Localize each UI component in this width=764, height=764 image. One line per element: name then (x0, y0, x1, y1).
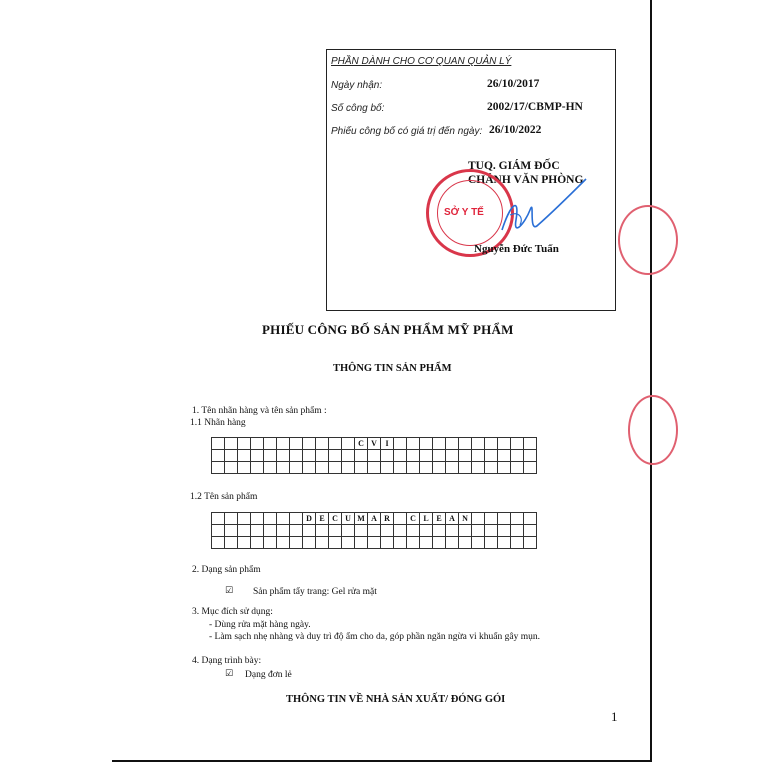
grid-cell (264, 450, 277, 462)
grid-cell (238, 537, 251, 549)
grid-cell (459, 438, 472, 450)
grid-cell (212, 525, 225, 537)
grid-cell: U (342, 513, 355, 525)
grid-cell (407, 462, 420, 474)
grid-cell (394, 450, 407, 462)
grid-cell (524, 438, 537, 450)
grid-cell (225, 438, 238, 450)
grid-cell (355, 525, 368, 537)
received-value: 26/10/2017 (487, 78, 540, 90)
grid-cell (251, 438, 264, 450)
grid-cell: A (368, 513, 381, 525)
grid-cell (277, 537, 290, 549)
grid-cell (485, 525, 498, 537)
sign-title-1: TUQ. GIÁM ĐỐC (468, 160, 560, 172)
grid-cell (498, 513, 511, 525)
grid-cell (511, 438, 524, 450)
grid-cell (303, 537, 316, 549)
grid-cell (238, 525, 251, 537)
grid-cell (485, 513, 498, 525)
grid-cell (407, 525, 420, 537)
grid-cell: C (407, 513, 420, 525)
item-2-value: Sản phẩm tẩy trang: Gel rửa mặt (253, 587, 377, 597)
number-label: Số công bố: (331, 103, 385, 114)
grid-cell (472, 537, 485, 549)
grid-cell (446, 450, 459, 462)
grid-cell (446, 462, 459, 474)
grid-cell (290, 537, 303, 549)
grid-cell (355, 462, 368, 474)
grid-cell (264, 537, 277, 549)
grid-cell: A (446, 513, 459, 525)
grid-cell (329, 537, 342, 549)
grid-cell (303, 462, 316, 474)
grid-cell: I (381, 438, 394, 450)
grid-cell (251, 462, 264, 474)
grid-cell (342, 537, 355, 549)
grid-cell (446, 525, 459, 537)
grid-cell (212, 462, 225, 474)
grid-cell (238, 513, 251, 525)
grid-cell (329, 438, 342, 450)
grid-cell (407, 537, 420, 549)
valid-label: Phiếu công bố có giá trị đến ngày: (331, 126, 483, 137)
grid-cell (316, 462, 329, 474)
grid-cell (511, 513, 524, 525)
grid-cell (459, 462, 472, 474)
grid-cell (238, 462, 251, 474)
seal-text: SỞ Y TẾ (444, 207, 484, 218)
grid-cell (225, 450, 238, 462)
grid-cell (316, 525, 329, 537)
grid-cell (277, 525, 290, 537)
grid-cell (238, 438, 251, 450)
edge-stamp-mid (628, 395, 678, 465)
grid-cell (433, 450, 446, 462)
grid-cell (433, 537, 446, 549)
grid-cell (212, 513, 225, 525)
grid-cell (485, 450, 498, 462)
item-1-1-label: 1.1 Nhãn hàng (190, 418, 246, 428)
received-label: Ngày nhận: (331, 80, 383, 91)
grid-cell (303, 438, 316, 450)
grid-cell (524, 537, 537, 549)
grid-cell (485, 462, 498, 474)
grid-cell (433, 462, 446, 474)
item-1-2-label: 1.2 Tên sản phẩm (190, 492, 258, 502)
number-value: 2002/17/CBMP-HN (487, 101, 583, 113)
grid-cell (407, 438, 420, 450)
grid-cell (498, 450, 511, 462)
grid-cell (420, 525, 433, 537)
grid-cell (446, 537, 459, 549)
grid-cell (524, 450, 537, 462)
checkbox-icon: ☑ (225, 586, 234, 596)
grid-cell: C (329, 513, 342, 525)
section-manufacturer-info: THÔNG TIN VỀ NHÀ SẢN XUẤT/ ĐÓNG GÓI (286, 694, 506, 705)
grid-cell: N (459, 513, 472, 525)
page-number: 1 (611, 709, 618, 724)
grid-cell (368, 462, 381, 474)
grid-cell (342, 450, 355, 462)
grid-cell (264, 438, 277, 450)
signer-name: Nguyễn Đức Tuấn (474, 243, 559, 255)
grid-cell (511, 450, 524, 462)
grid-cell (277, 462, 290, 474)
grid-cell (264, 462, 277, 474)
grid-cell (290, 438, 303, 450)
grid-cell (290, 525, 303, 537)
grid-cell (420, 450, 433, 462)
grid-cell (472, 450, 485, 462)
grid-cell (277, 450, 290, 462)
grid-cell (381, 525, 394, 537)
grid-cell (212, 537, 225, 549)
grid-cell (225, 537, 238, 549)
edge-stamp-top (618, 205, 678, 275)
sign-title-2: CHÁNH VĂN PHÒNG (468, 174, 584, 186)
grid-cell: L (420, 513, 433, 525)
grid-cell (355, 537, 368, 549)
section-product-info: THÔNG TIN SẢN PHẨM (333, 363, 452, 374)
grid-cell: C (355, 438, 368, 450)
grid-cell (316, 438, 329, 450)
grid-cell (472, 513, 485, 525)
grid-cell (368, 450, 381, 462)
item-3-line-1: - Dùng rửa mặt hàng ngày. (209, 620, 311, 630)
item-3-line-2: - Làm sạch nhẹ nhàng và duy trì độ ẩm cho da, góp phần ngăn ngừa vi khuẩn gây mụn. (209, 632, 540, 642)
product-name-grid (211, 512, 537, 549)
grid-cell (420, 537, 433, 549)
grid-cell (225, 513, 238, 525)
grid-cell (394, 462, 407, 474)
grid-cell (251, 513, 264, 525)
item-4-label: 4. Dạng trình bày: (192, 656, 262, 666)
grid-cell (511, 537, 524, 549)
grid-cell (472, 438, 485, 450)
grid-cell (511, 462, 524, 474)
grid-cell (498, 537, 511, 549)
checkbox-icon: ☑ (225, 669, 234, 679)
grid-cell (485, 537, 498, 549)
grid-cell (277, 513, 290, 525)
grid-cell (355, 450, 368, 462)
grid-cell (420, 462, 433, 474)
document-title: PHIẾU CÔNG BỐ SẢN PHẨM MỸ PHẨM (262, 322, 514, 337)
grid-cell (511, 525, 524, 537)
grid-cell (459, 450, 472, 462)
grid-cell (524, 462, 537, 474)
grid-cell (485, 438, 498, 450)
grid-cell (329, 462, 342, 474)
grid-cell: R (381, 513, 394, 525)
grid-cell (498, 462, 511, 474)
valid-value: 26/10/2022 (489, 124, 542, 136)
grid-cell (329, 450, 342, 462)
grid-cell (290, 513, 303, 525)
item-4-value: Dạng đơn lẻ (245, 670, 292, 680)
grid-cell (290, 450, 303, 462)
grid-cell (446, 438, 459, 450)
item-1-label: 1. Tên nhãn hàng và tên sản phẩm : (192, 406, 327, 416)
grid-cell (472, 462, 485, 474)
grid-cell (394, 537, 407, 549)
admin-header: PHẦN DÀNH CHO CƠ QUAN QUẢN LÝ (331, 56, 512, 67)
grid-cell (329, 525, 342, 537)
grid-cell (498, 525, 511, 537)
grid-cell (264, 513, 277, 525)
grid-cell (420, 438, 433, 450)
grid-cell (381, 537, 394, 549)
grid-cell (303, 525, 316, 537)
grid-cell (407, 450, 420, 462)
grid-cell: V (368, 438, 381, 450)
grid-cell (394, 513, 407, 525)
grid-cell (498, 438, 511, 450)
grid-cell (212, 438, 225, 450)
grid-cell (368, 537, 381, 549)
grid-cell (225, 525, 238, 537)
grid-cell: E (433, 513, 446, 525)
grid-cell (394, 525, 407, 537)
grid-cell (251, 525, 264, 537)
grid-cell (472, 525, 485, 537)
item-2-label: 2. Dạng sản phẩm (192, 565, 261, 575)
grid-cell (277, 438, 290, 450)
grid-cell (459, 537, 472, 549)
grid-cell (459, 525, 472, 537)
grid-cell (381, 450, 394, 462)
item-3-label: 3. Mục đích sử dụng: (192, 607, 273, 617)
grid-cell (251, 537, 264, 549)
grid-cell (342, 438, 355, 450)
grid-cell (264, 525, 277, 537)
grid-cell (342, 462, 355, 474)
grid-cell (212, 450, 225, 462)
grid-cell (381, 462, 394, 474)
grid-cell (433, 525, 446, 537)
brand-name-grid (211, 437, 537, 474)
grid-cell (394, 438, 407, 450)
grid-cell (524, 513, 537, 525)
grid-cell (303, 450, 316, 462)
grid-cell: M (355, 513, 368, 525)
grid-cell (225, 462, 238, 474)
grid-cell: D (303, 513, 316, 525)
grid-cell (433, 438, 446, 450)
grid-cell (316, 537, 329, 549)
grid-cell (316, 450, 329, 462)
grid-cell (342, 525, 355, 537)
grid-cell (524, 525, 537, 537)
grid-cell (251, 450, 264, 462)
grid-cell (238, 450, 251, 462)
grid-cell: E (316, 513, 329, 525)
grid-cell (368, 525, 381, 537)
grid-cell (290, 462, 303, 474)
